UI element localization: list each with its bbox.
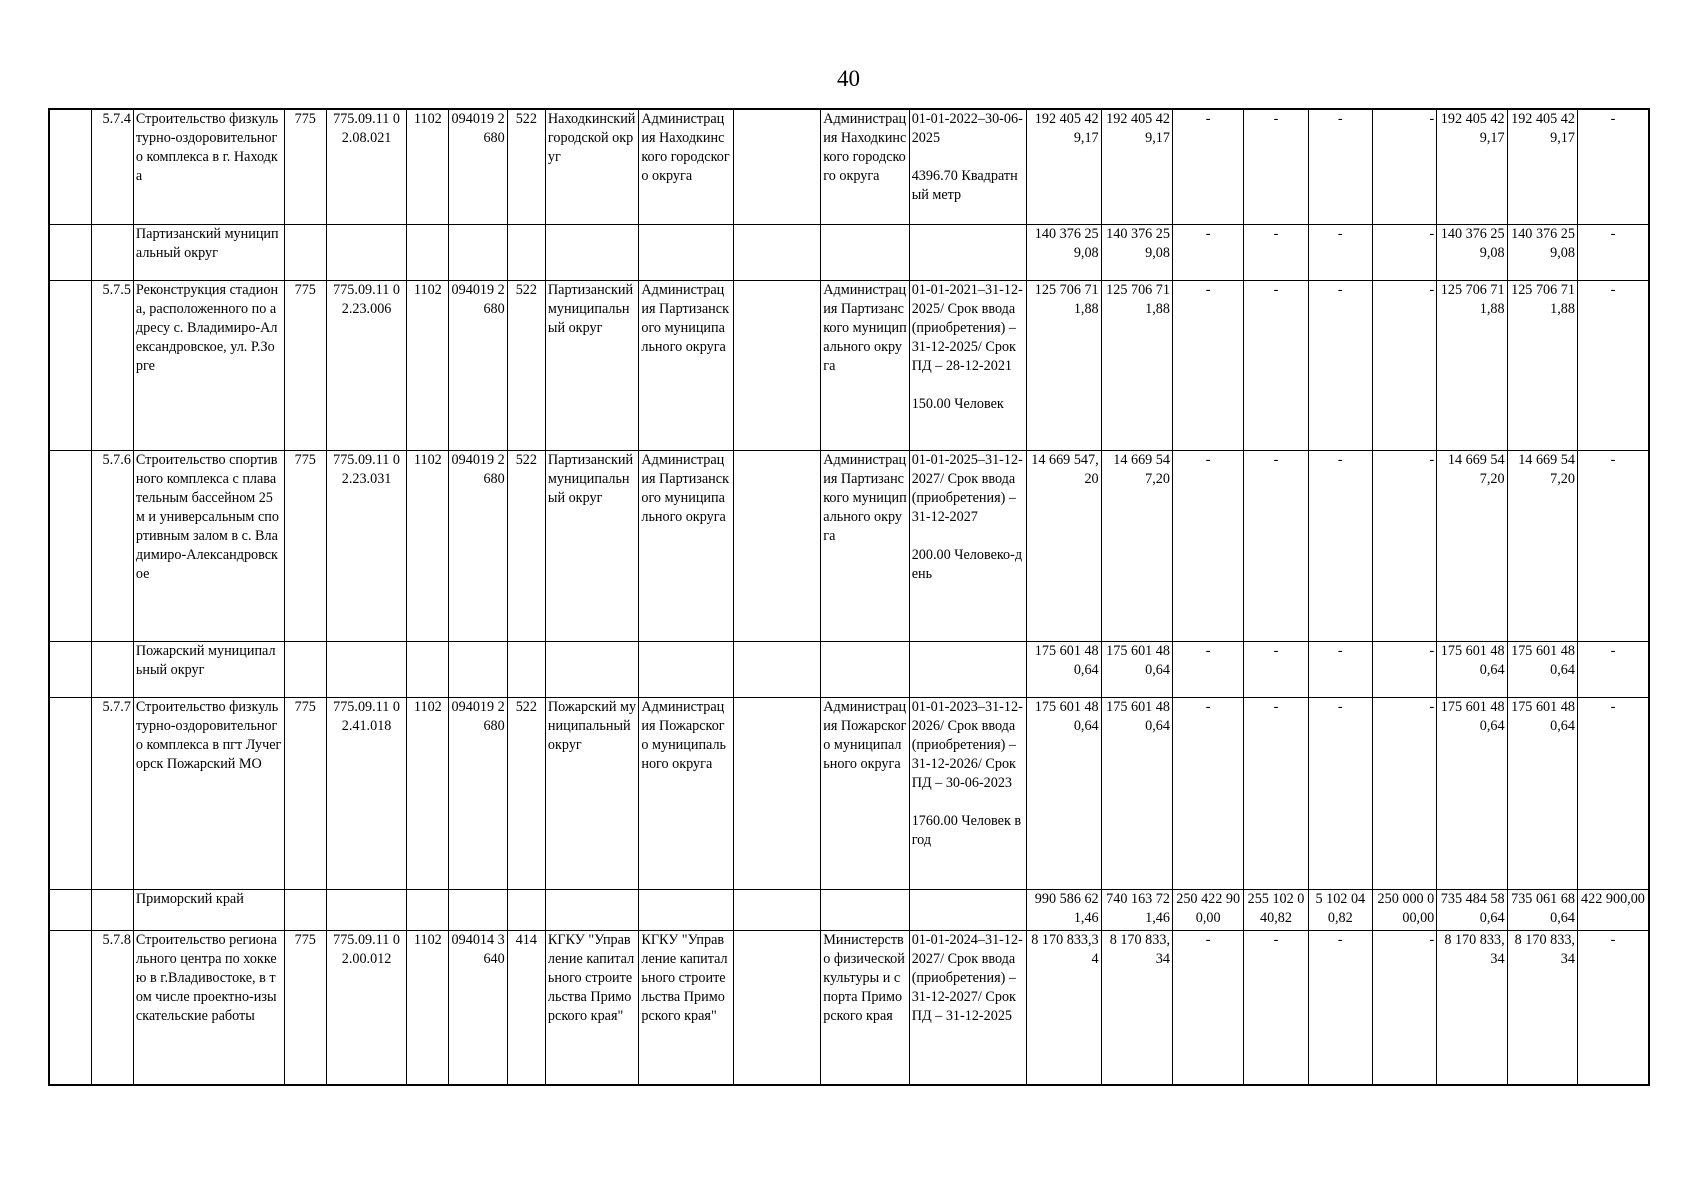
- target-item-code: 775.09.11 02.08.021: [326, 109, 406, 224]
- object-name: Строительство регионального центра по хоккею в г.Владивостоке, в том числе проектно-изыскательские работы: [133, 930, 284, 1085]
- amount-col-6: -: [1372, 280, 1436, 450]
- item-number: [91, 641, 133, 697]
- item-number: 5.7.8: [91, 930, 133, 1085]
- administrator: Министерство физической культуры и спорта Приморского края: [821, 930, 909, 1085]
- table-row: [49, 280, 1649, 450]
- customer: [639, 224, 733, 280]
- item-number: [91, 889, 133, 930]
- amount-col-2: 175 601 480,64: [1101, 641, 1172, 697]
- period-capacity: 01-01-2025–31-12-2027/ Срок ввода (приобретения) – 31-12-2027 200.00 Человеко-день: [909, 450, 1027, 641]
- municipality: КГКУ "Управление капитального строительства Приморского края": [545, 930, 638, 1085]
- empty-cell: [49, 697, 91, 889]
- amount-col-4: -: [1244, 641, 1308, 697]
- object-name: Строительство спортивного комплекса с плавательным бассейном 25 м и универсальным спортивным залом в с. Владимиро-Александровское: [133, 450, 284, 641]
- amount-col-7: 125 706 711,88: [1437, 280, 1507, 450]
- item-number: 5.7.6: [91, 450, 133, 641]
- amount-col-3: -: [1172, 224, 1243, 280]
- total-amount: 175 601 480,64: [1027, 697, 1101, 889]
- empty-cell: [49, 641, 91, 697]
- item-number: 5.7.7: [91, 697, 133, 889]
- customer: [639, 889, 733, 930]
- amount-col-7: 8 170 833,34: [1437, 930, 1507, 1085]
- total-amount: 125 706 711,88: [1027, 280, 1101, 450]
- expense-type: 522: [507, 450, 545, 641]
- administrator: [821, 641, 909, 697]
- municipality: [545, 224, 638, 280]
- customer: Администрация Партизанского муниципального округа: [639, 450, 733, 641]
- administrator: Администрация Партизанского муниципального округа: [821, 280, 909, 450]
- table-row: [49, 450, 1649, 641]
- amount-col-6: -: [1372, 697, 1436, 889]
- empty-cell: [733, 450, 820, 641]
- amount-col-6: -: [1372, 641, 1436, 697]
- municipality: Находкинский городской округ: [545, 109, 638, 224]
- amount-col-9: -: [1577, 224, 1649, 280]
- amount-col-4: -: [1244, 280, 1308, 450]
- section-code: 1102: [407, 697, 449, 889]
- amount-col-5: -: [1308, 224, 1372, 280]
- customer: [639, 641, 733, 697]
- amount-col-3: -: [1172, 450, 1243, 641]
- item-number: 5.7.5: [91, 280, 133, 450]
- municipality: Партизанский муниципальный округ: [545, 280, 638, 450]
- amount-col-9: -: [1577, 280, 1649, 450]
- amount-col-6: 250 000 000,00: [1372, 889, 1436, 930]
- amount-col-6: -: [1372, 930, 1436, 1085]
- expense-code: 094019 2680: [449, 450, 507, 641]
- empty-cell: [49, 109, 91, 224]
- amount-col-7: 735 484 580,64: [1437, 889, 1507, 930]
- object-name: Пожарский муниципальный округ: [133, 641, 284, 697]
- section-code: 1102: [407, 930, 449, 1085]
- total-amount: 8 170 833,34: [1027, 930, 1101, 1085]
- amount-col-5: 5 102 040,82: [1308, 889, 1372, 930]
- total-amount: 140 376 259,08: [1027, 224, 1101, 280]
- amount-col-9: -: [1577, 109, 1649, 224]
- customer: Администрация Находкинского городского округа: [639, 109, 733, 224]
- period-capacity: 01-01-2021–31-12-2025/ Срок ввода (приобретения) – 31-12-2025/ Срок ПД – 28-12-2021 150.00 Человек: [909, 280, 1027, 450]
- item-number: 5.7.4: [91, 109, 133, 224]
- grbs-code: 775: [284, 697, 326, 889]
- amount-col-4: -: [1244, 450, 1308, 641]
- grbs-code: [284, 224, 326, 280]
- empty-cell: [49, 889, 91, 930]
- administrator: Администрация Партизанского муниципального округа: [821, 450, 909, 641]
- municipality: Пожарский муниципальный округ: [545, 697, 638, 889]
- customer: Администрация Пожарского муниципального округа: [639, 697, 733, 889]
- customer: Администрация Партизанского муниципального округа: [639, 280, 733, 450]
- amount-col-2: 140 376 259,08: [1101, 224, 1172, 280]
- expense-type: [507, 641, 545, 697]
- amount-col-7: 175 601 480,64: [1437, 641, 1507, 697]
- amount-col-9: -: [1577, 697, 1649, 889]
- section-code: [407, 641, 449, 697]
- empty-cell: [733, 109, 820, 224]
- amount-col-9: -: [1577, 930, 1649, 1085]
- expense-code: 094014 3640: [449, 930, 507, 1085]
- amount-col-8: 192 405 429,17: [1507, 109, 1577, 224]
- amount-col-5: -: [1308, 450, 1372, 641]
- amount-col-4: -: [1244, 697, 1308, 889]
- period-capacity: 01-01-2024–31-12-2027/ Срок ввода (приобретения) – 31-12-2027/ Срок ПД – 31-12-2025: [909, 930, 1027, 1085]
- target-item-code: 775.09.11 02.00.012: [326, 930, 406, 1085]
- empty-cell: [49, 450, 91, 641]
- total-amount: 192 405 429,17: [1027, 109, 1101, 224]
- target-item-code: [326, 889, 406, 930]
- expense-type: 522: [507, 109, 545, 224]
- amount-col-6: -: [1372, 109, 1436, 224]
- amount-col-6: -: [1372, 224, 1436, 280]
- period-capacity: [909, 889, 1027, 930]
- section-code: [407, 889, 449, 930]
- target-item-code: 775.09.11 02.23.031: [326, 450, 406, 641]
- amount-col-7: 175 601 480,64: [1437, 697, 1507, 889]
- empty-cell: [49, 280, 91, 450]
- municipality: [545, 641, 638, 697]
- empty-cell: [733, 224, 820, 280]
- amount-col-3: -: [1172, 641, 1243, 697]
- amount-col-7: 140 376 259,08: [1437, 224, 1507, 280]
- amount-col-4: -: [1244, 109, 1308, 224]
- amount-col-8: 175 601 480,64: [1507, 697, 1577, 889]
- amount-col-5: -: [1308, 109, 1372, 224]
- amount-col-4: 255 102 040,82: [1244, 889, 1308, 930]
- target-item-code: 775.09.11 02.41.018: [326, 697, 406, 889]
- grbs-code: 775: [284, 930, 326, 1085]
- total-amount: 990 586 621,46: [1027, 889, 1101, 930]
- grbs-code: 775: [284, 450, 326, 641]
- section-code: 1102: [407, 109, 449, 224]
- grbs-code: [284, 889, 326, 930]
- customer: КГКУ "Управление капитального строительства Приморского края": [639, 930, 733, 1085]
- group-total-row: [49, 641, 1649, 697]
- amount-col-9: -: [1577, 450, 1649, 641]
- empty-cell: [733, 930, 820, 1085]
- amount-col-2: 175 601 480,64: [1101, 697, 1172, 889]
- target-item-code: 775.09.11 02.23.006: [326, 280, 406, 450]
- target-item-code: [326, 641, 406, 697]
- object-name: Приморский край: [133, 889, 284, 930]
- empty-cell: [733, 889, 820, 930]
- item-number: [91, 224, 133, 280]
- amount-col-2: 8 170 833,34: [1101, 930, 1172, 1085]
- amount-col-8: 140 376 259,08: [1507, 224, 1577, 280]
- expense-code: 094019 2680: [449, 109, 507, 224]
- period-capacity: 01-01-2023–31-12-2026/ Срок ввода (приобретения) – 31-12-2026/ Срок ПД – 30-06-2023 1760.00 Человек в год: [909, 697, 1027, 889]
- amount-col-5: -: [1308, 280, 1372, 450]
- section-code: 1102: [407, 450, 449, 641]
- amount-col-3: -: [1172, 109, 1243, 224]
- amount-col-7: 192 405 429,17: [1437, 109, 1507, 224]
- empty-cell: [733, 280, 820, 450]
- total-amount: 14 669 547,20: [1027, 450, 1101, 641]
- object-name: Реконструкция стадиона, расположенного по адресу с. Владимиро-Александровское, ул. Р.Зорге: [133, 280, 284, 450]
- expense-code: [449, 224, 507, 280]
- administrator: Администрация Пожарского муниципального округа: [821, 697, 909, 889]
- amount-col-2: 14 669 547,20: [1101, 450, 1172, 641]
- expense-type: 414: [507, 930, 545, 1085]
- table-row: [49, 109, 1649, 224]
- group-total-row: [49, 224, 1649, 280]
- amount-col-2: 740 163 721,46: [1101, 889, 1172, 930]
- object-name: Строительство физкультурно-оздоровительного комплекса в г. Находка: [133, 109, 284, 224]
- amount-col-6: -: [1372, 450, 1436, 641]
- municipality: [545, 889, 638, 930]
- amount-col-5: -: [1308, 697, 1372, 889]
- object-name: Строительство физкультурно-оздоровительного комплекса в пгт Лучегорск Пожарский МО: [133, 697, 284, 889]
- table-row: [49, 697, 1649, 889]
- empty-cell: [733, 697, 820, 889]
- budget-table: [48, 108, 1650, 1086]
- amount-col-3: -: [1172, 930, 1243, 1085]
- expense-code: 094019 2680: [449, 697, 507, 889]
- expense-type: [507, 889, 545, 930]
- empty-cell: [733, 641, 820, 697]
- municipality: Партизанский муниципальный округ: [545, 450, 638, 641]
- page-number: 40: [837, 66, 860, 91]
- amount-col-2: 192 405 429,17: [1101, 109, 1172, 224]
- amount-col-3: 250 422 900,00: [1172, 889, 1243, 930]
- expense-type: 522: [507, 697, 545, 889]
- amount-col-9: 422 900,00: [1577, 889, 1649, 930]
- administrator: Администрация Находкинского городского округа: [821, 109, 909, 224]
- period-capacity: [909, 641, 1027, 697]
- amount-col-3: -: [1172, 697, 1243, 889]
- empty-cell: [49, 930, 91, 1085]
- section-code: [407, 224, 449, 280]
- period-capacity: [909, 224, 1027, 280]
- expense-code: [449, 889, 507, 930]
- administrator: [821, 224, 909, 280]
- expense-type: [507, 224, 545, 280]
- amount-col-5: -: [1308, 930, 1372, 1085]
- grbs-code: [284, 641, 326, 697]
- period-capacity: 01-01-2022–30-06-2025 4396.70 Квадратный метр: [909, 109, 1027, 224]
- amount-col-3: -: [1172, 280, 1243, 450]
- amount-col-8: 14 669 547,20: [1507, 450, 1577, 641]
- amount-col-8: 8 170 833,34: [1507, 930, 1577, 1085]
- grbs-code: 775: [284, 280, 326, 450]
- administrator: [821, 889, 909, 930]
- total-amount: 175 601 480,64: [1027, 641, 1101, 697]
- group-total-row: [49, 889, 1649, 930]
- section-code: 1102: [407, 280, 449, 450]
- expense-type: 522: [507, 280, 545, 450]
- table-row: [49, 930, 1649, 1085]
- object-name: Партизанский муниципальный округ: [133, 224, 284, 280]
- amount-col-2: 125 706 711,88: [1101, 280, 1172, 450]
- expense-code: 094019 2680: [449, 280, 507, 450]
- amount-col-7: 14 669 547,20: [1437, 450, 1507, 641]
- expense-code: [449, 641, 507, 697]
- grbs-code: 775: [284, 109, 326, 224]
- target-item-code: [326, 224, 406, 280]
- amount-col-5: -: [1308, 641, 1372, 697]
- amount-col-8: 735 061 680,64: [1507, 889, 1577, 930]
- empty-cell: [49, 224, 91, 280]
- amount-col-4: -: [1244, 224, 1308, 280]
- amount-col-9: -: [1577, 641, 1649, 697]
- amount-col-4: -: [1244, 930, 1308, 1085]
- amount-col-8: 175 601 480,64: [1507, 641, 1577, 697]
- amount-col-8: 125 706 711,88: [1507, 280, 1577, 450]
